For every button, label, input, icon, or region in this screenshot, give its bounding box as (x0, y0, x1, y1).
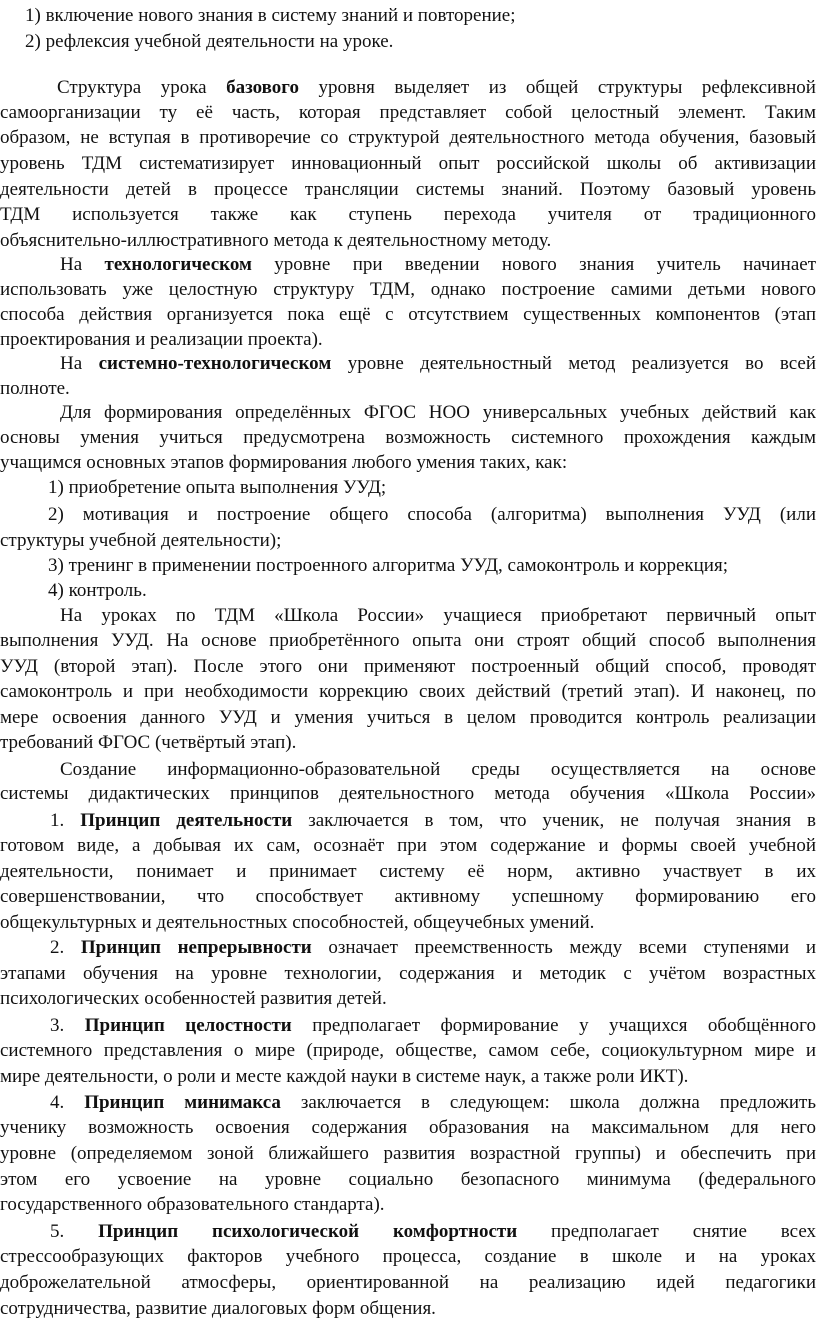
bold-term: Принцип целостности (84, 1015, 292, 1036)
text-line (57, 75, 816, 101)
text-span: уровне деятельностный метод реализуется во всей (331, 353, 816, 374)
text-span: уровня выделяет из общей структуры рефлексивной (298, 77, 816, 98)
text-line (50, 1219, 816, 1245)
text-line: психологических особенностей развития детей. (0, 988, 387, 1009)
text-line (50, 808, 816, 834)
bold-term: Принцип деятельности (80, 810, 293, 831)
text-line: деятельности, понимает и принимает систему её норм, активно участвует в их (0, 861, 816, 882)
text-span: 2. (50, 937, 81, 958)
text-line: доброжелательной атмосферы, ориентированной на реализацию идей педагогики (0, 1272, 816, 1293)
bold-term: технологическом (104, 254, 252, 275)
text-line: этом его усвоение на уровне социально безопасного минимума (федерального (0, 1169, 816, 1190)
text-line: уровень ТДМ систематизирует инновационный опыт российской школы об активизации (0, 153, 816, 174)
text-line: мире деятельности, о роли и месте каждой науки в системе наук, а также роли ИКТ). (0, 1066, 689, 1087)
text-line: 3) тренинг в применении построенного алгоритма УУД, самоконтроль и коррекция; (48, 555, 728, 576)
bold-term: Принцип психологической комфортности (98, 1221, 518, 1242)
text-line: 1) приобретение опыта выполнения УУД; (48, 477, 387, 498)
text-line: УУД (второй этап). После этого они применяют построенный общий способ, проводят (0, 656, 816, 677)
text-span: 4. (50, 1092, 85, 1113)
text-line: учащимся основных этапов формирования любого умения таких, как: (0, 452, 568, 473)
text-line: уровне (определяемом зоной ближайшего развития возрастной группы) и обеспечить при (0, 1143, 816, 1164)
text-line: этапами обучения на уровне технологии, содержания и методик с учётом возрастных (0, 963, 816, 984)
bold-term: системно-технологическом (98, 353, 332, 374)
text-line: государственного образовательного стандарта). (0, 1194, 385, 1215)
text-line: Создание информационно-образовательной среды осуществляется на основе (60, 759, 816, 780)
text-line: готовом виде, а добывая их сам, осознаёт при этом содержание и формы своей учебной (0, 835, 816, 856)
text-span: заключается в том, что ученик, не получая знания в (292, 810, 816, 831)
text-line: стрессообразующих факторов учебного процесса, создание в школе и на уроках (0, 1246, 816, 1267)
text-span: предполагает формирование у учащихся обобщённого (291, 1015, 816, 1036)
text-line: полноте. (0, 378, 70, 399)
text-line: сотрудничества, развитие диалоговых форм общения. (0, 1298, 436, 1319)
text-line: использовать уже целостную структуру ТДМ, однако построение самими детьми нового (0, 279, 816, 300)
text-line: проектирования и реализации проекта). (0, 329, 323, 350)
text-line (50, 935, 816, 961)
text-line: ученику возможность освоения содержания образования на максимальном для него (0, 1117, 816, 1138)
text-line: 2) рефлексия учебной деятельности на уроке. (25, 31, 394, 52)
text-line: совершенствовании, что способствует активному успешному формированию его (0, 886, 816, 907)
text-line: системного представления о мире (природе, обществе, самом себе, социокультурном мире и (0, 1040, 816, 1061)
text-span: предполагает снятие всех (517, 1221, 816, 1242)
text-line: самоконтроль и при необходимости коррекцию своих действий (третий этап). И наконец, по (0, 681, 816, 702)
text-line: способа действия организуется пока ещё с отсутствием существенных компонентов (этап (0, 304, 816, 325)
text-span: заключается в следующем: школа должна предложить (280, 1092, 816, 1113)
text-span: 1. (50, 810, 81, 831)
text-line: структуры учебной деятельности); (0, 530, 282, 551)
text-line: 1) включение нового знания в систему знаний и повторение; (25, 5, 516, 26)
text-line: выполнения УУД. На основе приобретённого опыта они строят общий способ выполнения (0, 630, 816, 651)
text-span: На (60, 353, 99, 374)
text-span: Структура урока (57, 77, 227, 98)
text-line: деятельности детей в процессе трансляции системы знаний. Поэтому базовый уровень (0, 179, 816, 200)
text-span: означает преемственность между всеми ступенями и (311, 937, 816, 958)
text-line: образом, не вступая в противоречие со структурой деятельностного метода обучения, базовый (0, 127, 816, 148)
text-line: Для формирования определённых ФГОС НОО универсальных учебных действий как (60, 402, 816, 423)
text-line: самоорганизации ту её часть, которая представляет собой целостный элемент. Таким (0, 102, 816, 123)
text-line (50, 1090, 816, 1116)
text-line: объяснительно-иллюстративного метода к деятельностному методу. (0, 230, 552, 251)
text-line: системы дидактических принципов деятельностного метода обучения «Школа России» (0, 783, 816, 804)
text-line (60, 351, 816, 377)
bold-term: Принцип минимакса (84, 1092, 281, 1113)
text-line: 2) мотивация и построение общего способа (алгоритма) выполнения УУД (или (48, 504, 816, 525)
text-span: 3. (50, 1015, 85, 1036)
text-line: На уроках по ТДМ «Школа России» учащиеся приобретают первичный опыт (60, 605, 816, 626)
text-line: мере освоения данного УУД и умения учиться в целом проводится контроль реализации (0, 707, 816, 728)
text-line: ТДМ используется также как ступень перехода учителя от традиционного (0, 204, 816, 225)
text-line (60, 252, 816, 278)
text-line (50, 1013, 816, 1039)
text-line: требований ФГОС (четвёртый этап). (0, 732, 297, 753)
bold-term: Принцип непрерывности (80, 937, 312, 958)
text-span: На (60, 254, 105, 275)
text-span: 5. (50, 1221, 99, 1242)
text-span: уровне при введении нового знания учитель начинает (251, 254, 816, 275)
text-line: общекультурных и деятельностных способностей, общеучебных умений. (0, 912, 595, 933)
bold-term: базового (226, 77, 299, 98)
text-line: 4) контроль. (48, 580, 147, 601)
text-line: основы умения учиться предусмотрена возможность системного прохождения каждым (0, 427, 816, 448)
